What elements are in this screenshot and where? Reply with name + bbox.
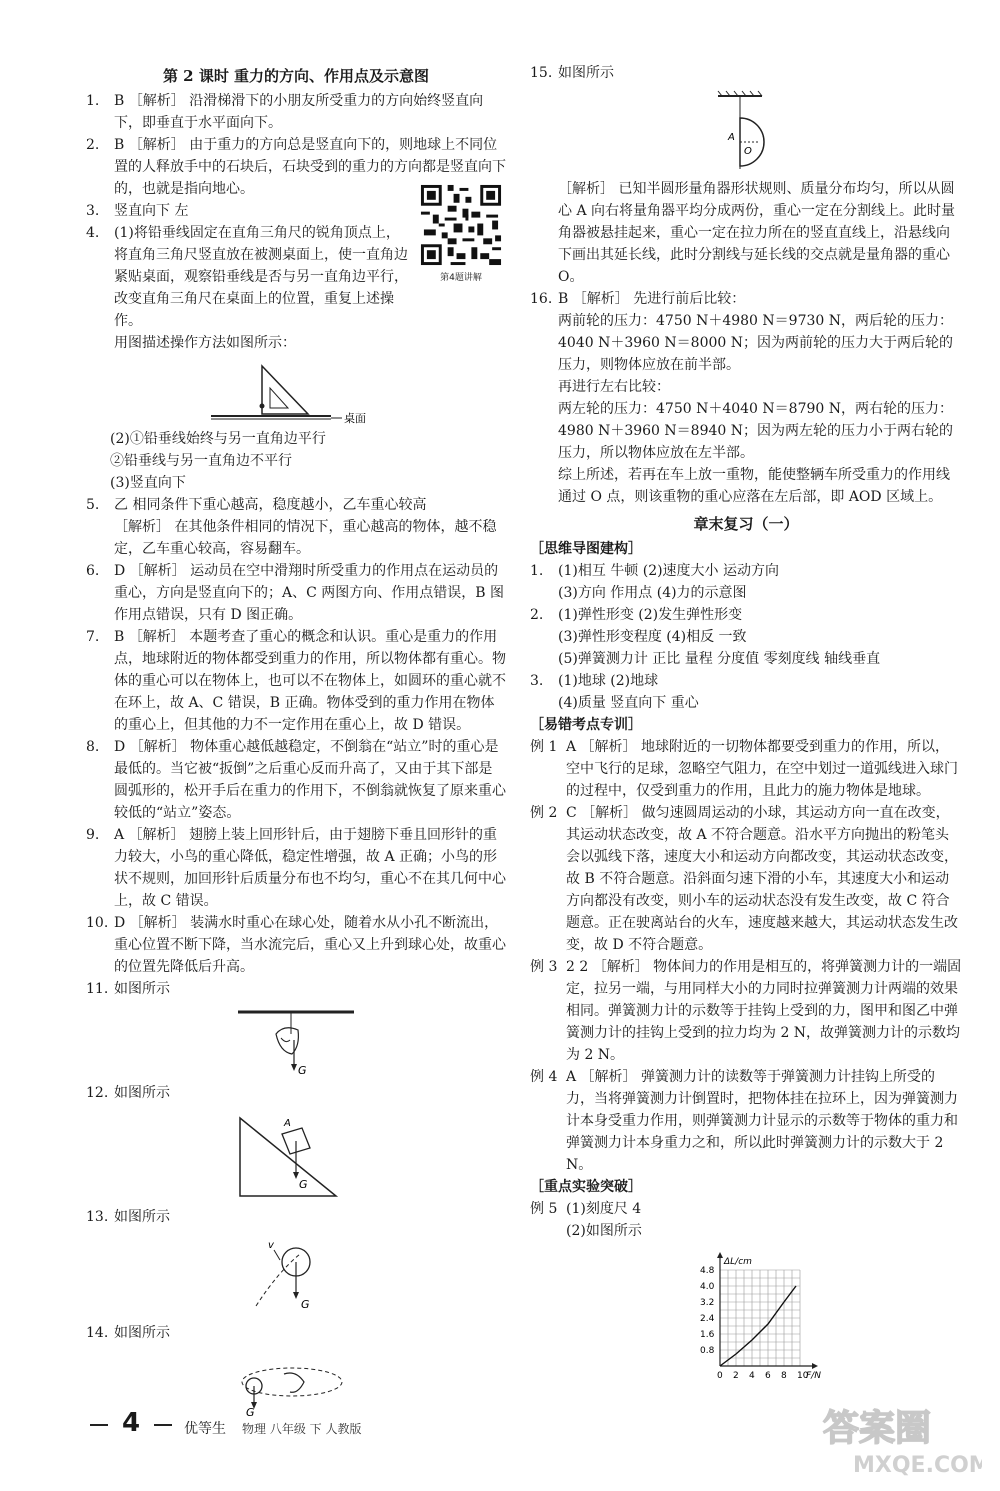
gravity-label: G — [299, 1178, 308, 1191]
answer-item-10: 10. D ［解析］ 装满水时重心在球心处，随着水从小孔不断流出，重心位置不断下降，当水流完后，重心又上升到球心处，故重心的位置先降低后升高。 — [86, 915, 506, 975]
figure-13 — [86, 1232, 506, 1318]
answer-item-6: 6. D ［解析］ 运动员在空中滑翔时所受重力的作用点在运动员的重心，方向是竖直向下的；A、C 两图方向、作用点错误，B 图作用点错误，只有 D 图正确。 — [86, 563, 505, 623]
x-tick-label: 4 — [749, 1371, 755, 1381]
y-tick-label: 3.2 — [700, 1298, 715, 1308]
answer-item-16-p2: 两前轮的压力：4750 N＋4980 N＝9730 N，两后轮的压力：4040 N＋3960 N＝8000 N；因为两前轮的压力大于两后轮的压力，则物体应放在前半部。 — [558, 313, 953, 373]
section-key-experiment: ［重点实验突破］ — [530, 1179, 642, 1195]
answer-item-4: 4. (1)将铅垂线固定在直角三角尺的锐角顶点上，将直角三角尺竖直放在被测桌面上，使一直角边紧贴桌面，观察铅垂线是否与另一直角边平行，改变直角三角尺在桌面上的位置，重复上述操作。 — [86, 225, 408, 329]
x-tick-label: 0 — [717, 1371, 723, 1381]
example-1: 例 1 A ［解析］ 地球附近的一切物体都要受到重力的作用，所以，空中飞行的足球，忽略空气阻力，在空中划过一道弧线进入球门的过程中，仅受到重力的作用，且此力的施力物体是地球。 — [530, 739, 958, 799]
y-tick-label: 1.6 — [700, 1330, 715, 1340]
point-o-label: O — [744, 146, 752, 157]
gravity-label: G — [301, 1298, 310, 1311]
answer-item-4-method: 用图描述操作方法如图所示： — [114, 335, 296, 351]
y-axis-arrow — [717, 1252, 723, 1258]
example-3: 例 3 2 2 ［解析］ 物体间力的作用是相互的，将弹簧测力计的一端固定，拉另一端，与用同样大小的力同时拉弹簧测力计两端的效果相同。弹簧测力计的示数等于挂钩上受到的力，图甲和图乙中弹簧测力计的挂钩上受到的拉力均为 2 N，故弹簧测力计的示数均为 2 N。 — [530, 959, 962, 1063]
answer-item-16-p4: 两左轮的压力：4750 N＋4040 N＝8790 N，两右轮的压力：4980 N＋3960 N＝8940 N；因为两左轮的压力小于两右轮的压力，所以物体应放在左半部。 — [558, 401, 953, 461]
gravity-label: G — [246, 1406, 255, 1418]
ball-trajectory-figure — [86, 1232, 506, 1318]
example-4: 例 4 A ［解析］ 弹簧测力计的读数等于弹簧测力计挂钩上所受的力，当将弹簧测力计倒置时，把物体挂在拉环上，因为弹簧测力计本身受重力作用，则弹簧测力计显示的示数等于物体的重力和弹簧测力计本身重力之和，所以此时弹簧测力计的示数大于 2 N。 — [530, 1069, 958, 1173]
y-axis-label: ΔL/cm — [724, 1257, 752, 1267]
example-5b: (2)如图所示 — [566, 1223, 642, 1239]
answer-item-5: 5. 乙 相同条件下重心越高，稳度越小，乙车重心较高 — [86, 497, 427, 513]
section-heading: 第 2 课时 重力的方向、作用点及示意图 — [162, 67, 430, 85]
qr-caption: 第4题讲解 — [440, 273, 482, 283]
gravity-label: G — [298, 1064, 307, 1077]
answer-item-8: 8. D ［解析］ 物体重心越低越稳定，不倒翁在“站立”时的重心是最低的。当它被“扳倒”之后重心反而升高了，又由于其下部是圆弧形的，松开手后在重力的作用下，不倒翁就恢复了原来重心较低的“站立”姿态。 — [86, 739, 506, 821]
answer-item-3: 3. 竖直向下 左 — [86, 203, 189, 219]
example-5: 例 5 (1)刻度尺 4 — [530, 1201, 642, 1217]
answer-item-2: 2. B ［解析］ 由于重力的方向总是竖直向下的，则地球上不同位置的人释放手中的石块后，石块受到的重力的方向都是竖直向下的，也就是指向地心。 — [86, 137, 506, 197]
qr-code[interactable] — [418, 182, 504, 284]
answer-item-7: 7. B ［解析］ 本题考查了重心的概念和认识。重心是重力的作用点，地球附近的物体都受到重力的作用，所以物体都有重心。物体的重心可以在物体上，也可以不在物体上，如圆环的重心就不在环上，故 A、C 错误，B 正确。物体受到的重力作用在物体的重心上，但其他的力不一定作用在重心上，故 D 错误。 — [86, 629, 506, 733]
watermark-logo-icon — [817, 1400, 982, 1480]
footer-subject: 物理 八年级 下 人教版 — [242, 1422, 362, 1436]
x-tick-label: 8 — [781, 1371, 787, 1381]
answer-item-12: 12. 如图所示 — [86, 1085, 170, 1101]
figure-12 — [86, 1108, 506, 1202]
page-number: 4 — [122, 1408, 141, 1438]
answer-item-5-analysis: ［解析］ 在其他条件相同的情况下，重心越高的物体，越不稳定，乙车重心较高，容易翻车。 — [114, 519, 497, 557]
chapter-review-heading: 章末复习（一） — [693, 515, 799, 533]
qr-code-icon — [418, 182, 504, 268]
x-tick-label: 6 — [765, 1371, 771, 1381]
y-tick-label: 4.8 — [700, 1266, 715, 1276]
incline-block-figure — [86, 1108, 506, 1202]
answer-item-16: 16. B ［解析］ 先进行前后比较： — [530, 291, 746, 307]
footer-dash — [90, 1424, 108, 1426]
mindmap-item-3: 3. (1)地球 (2)地球 — [530, 673, 659, 689]
y-tick-label: 4.0 — [700, 1282, 715, 1292]
section-mindmap: ［思维导图建构］ — [530, 541, 642, 557]
answer-item-4-2a: (2)①铅垂线始终与另一直角边平行 — [110, 431, 326, 447]
watermark-line2: MXQE.COM — [853, 1453, 982, 1478]
answer-item-13: 13. 如图所示 — [86, 1209, 170, 1225]
watermark-line1: 答案圈 — [823, 1408, 932, 1449]
y-tick-label: 0.8 — [700, 1346, 715, 1356]
mindmap-item-2: 2. (1)弹性形变 (2)发生弹性形变 — [530, 607, 743, 623]
example-2: 例 2 C ［解析］ 做匀速圆周运动的小球，其运动方向一直在改变，其运动状态改变，故 A 不符合题意。沿水平方向抛出的粉笔头会以弧线下落，速度大小和运动方向都改变，其运动状态改变，故 B 不符合题意。沿斜面匀速下滑的小车，其速度大小和运动方向都没有改变，则小车的运动状态没有发生改变，故 C 符合题意。正在驶离站台的火车，速度越来越大，其运动状态发生改变，故 D 不符合题意。 — [530, 805, 958, 953]
chart-container — [530, 1246, 962, 1382]
point-a-label: A — [284, 1118, 291, 1129]
answer-item-16-p3: 再进行左右比较： — [558, 379, 670, 395]
x-tick-label: 10 — [797, 1371, 809, 1381]
y-tick-label: 2.4 — [700, 1314, 715, 1324]
velocity-label: v — [268, 1240, 274, 1251]
x-tick-label: 2 — [733, 1371, 739, 1381]
right-column — [530, 62, 962, 1386]
answer-item-11: 11. 如图所示 — [86, 981, 170, 997]
section-error-prone: ［易错考点专训］ — [530, 717, 642, 733]
figure-15 — [530, 88, 962, 174]
answer-item-4-2b: ②铅垂线与另一直角边不平行 — [110, 453, 292, 469]
answer-item-16-p5: 综上所述，若再在车上放一重物，能使整辆车所受重力的作用线通过 O 点，则该重物的重心应落在左后部，即 AOD 区域上。 — [558, 467, 950, 505]
answer-item-4-3: (3)竖直向下 — [110, 475, 186, 491]
figure-11 — [86, 1004, 506, 1078]
x-axis-arrow — [812, 1363, 818, 1369]
mindmap-item-1: 1. (1)相互 牛顿 (2)速度大小 运动方向 — [530, 563, 780, 579]
hanging-object-figure — [86, 1004, 506, 1078]
answer-item-1: 1. B ［解析］ 沿滑梯滑下的小朋友所受重力的方向始终竖直向下，即垂直于水平面向下。 — [86, 93, 484, 131]
footer-brand: 优等生 — [184, 1421, 226, 1437]
point-a-label: A — [728, 132, 735, 143]
mindmap-item-3b: (4)质量 竖直向下 重心 — [558, 695, 699, 711]
footer-dash — [154, 1424, 172, 1426]
spring-extension-chart — [530, 1246, 962, 1382]
table-label: 桌面 — [344, 412, 366, 424]
figure-triangle-plumb — [86, 358, 506, 424]
answer-item-15: 15. 如图所示 — [530, 65, 614, 81]
answer-item-9: 9. A ［解析］ 翅膀上装上回形针后，由于翅膀下垂且回形针的重力较大，小鸟的重心降低，稳定性增强，故 A 正确；小鸟的形状不规则，加回形针后质量分布也不均匀，重心不在其几何中心上，故 C 错误。 — [86, 827, 506, 909]
x-axis-label: F/N — [806, 1371, 821, 1381]
mindmap-item-2b: (3)弹性形变程度 (4)相反 一致 — [558, 629, 747, 645]
watermark — [817, 1400, 982, 1480]
answer-item-14: 14. 如图所示 — [86, 1325, 170, 1341]
answer-item-15-analysis: ［解析］ 已知半圆形量角器形状规则、质量分布均匀，所以从圆心 A 向右将量角器平均分成两份，重心一定在分割线上。此时量角器被悬挂起来，重心一定在拉力所在的竖直直线上，沿悬线向下画出其延长线，此时分割线与延长线的交点就是量角器的重心 O。 — [558, 181, 956, 285]
mindmap-item-2c: (5)弹簧测力计 正比 量程 分度值 零刻度线 轴线垂直 — [558, 651, 881, 667]
triangle-ruler-figure — [86, 358, 506, 424]
page-footer — [86, 1408, 486, 1442]
mindmap-item-1b: (3)方向 作用点 (4)力的示意图 — [558, 585, 747, 601]
protractor-figure — [530, 88, 962, 174]
